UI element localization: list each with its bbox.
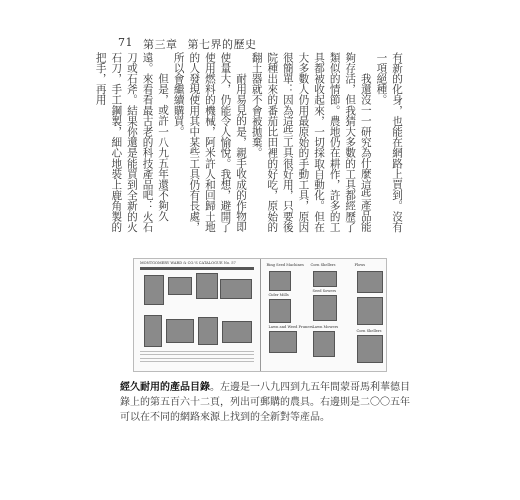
product-label: Cider Mills	[268, 293, 289, 297]
catalog-page-title: MONTGOMERY WARD & CO.'S CATALOGUE No. 57	[140, 261, 236, 265]
catalog-page-1895	[134, 259, 261, 371]
catalog-figure	[133, 258, 387, 372]
product-photo	[313, 295, 337, 321]
modern-products-page	[261, 259, 387, 371]
product-label: Corn Shellers	[310, 263, 336, 267]
vertical-body-text	[94, 52, 404, 240]
tool-illustration	[166, 319, 194, 343]
product-photo	[269, 299, 291, 323]
product-label: Lawn and Weed Pruners	[268, 325, 314, 329]
caption-text: 。左邊是一八九四到九五年間蒙哥馬利華德目錄上的第五百六十二頁，列出可郵購的農具。右邊則是二〇〇五年可以在不同的網路來源上找到的全新對等產品。	[120, 382, 410, 423]
tool-illustration	[196, 273, 218, 299]
product-label: Lawn Mowers	[312, 325, 339, 329]
paragraph: 我還沒一一研究為什麼這些產品能夠存活，但我猜大多數的工具都經歷了類似的情節。農地仍在耕作，許多的工具都被收起來，一切採取自動化。但在大多數人仍用最原始的手動工具，原因很簡單：因為這些工具很好用，只要後院種出來的番茄比田裡的好吃，原始的翻土器就不會被拋棄。	[250, 52, 372, 233]
product-photo	[269, 331, 297, 353]
tool-illustration	[144, 315, 162, 347]
catalog-text-lines	[140, 351, 254, 367]
product-photo	[313, 271, 337, 287]
page-number: 71	[118, 36, 133, 49]
product-photo	[357, 335, 383, 363]
paragraph: 但是，或許一八九五年還不夠久遠。來看看最古老的科技產品吧：火石刀或石斧。結果你還是能買到全新的火石刀，手工鋼製，細心地裝上鹿角製的把手，再用	[94, 52, 170, 233]
tool-illustration	[168, 277, 192, 295]
product-label: Plows	[354, 263, 366, 267]
product-photo	[313, 331, 335, 357]
product-label: Corn Shellers	[356, 329, 382, 333]
plow-illustration	[220, 279, 252, 299]
tool-illustration	[144, 275, 164, 305]
product-photo	[269, 271, 291, 291]
caption-title: 經久耐用的產品目錄	[120, 382, 210, 393]
chapter-title: 第七界的歷史	[187, 38, 257, 51]
paragraph: 耐用易見的是，親手收成的作物即使量大，仍能令人愉悅。我想，避開了使用燃料的機械，阿米許人和回歸土地的人發現使用其中某些工具仍有長處，所以會繼續購買。	[172, 52, 248, 233]
figure-caption	[120, 380, 410, 425]
tool-illustration	[222, 321, 252, 343]
product-photo	[357, 297, 383, 325]
chapter-label: 第三章	[143, 38, 178, 51]
tool-illustration	[198, 317, 218, 345]
paragraph: 有新的化身，也能在網路上買到。沒有一項絕種。	[375, 52, 403, 233]
product-label: Seed Sowers	[312, 289, 337, 293]
product-label: Ring Seed Machines	[266, 263, 304, 267]
product-photo	[357, 271, 383, 293]
running-header	[118, 36, 257, 52]
divider	[140, 267, 254, 270]
